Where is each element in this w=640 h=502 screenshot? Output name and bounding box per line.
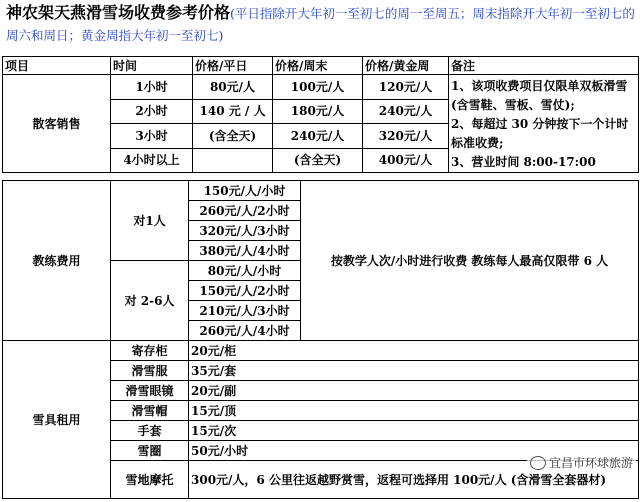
- category-coaching: 教练费用: [3, 181, 111, 341]
- header-item: 项目: [3, 57, 111, 75]
- rental-item: 滑雪服: [111, 361, 189, 381]
- coach-price: 150元/人/小时: [189, 181, 301, 201]
- notes-cell: [449, 75, 639, 173]
- weekday-price: 140 元 / 人: [193, 99, 273, 124]
- wechat-icon: [530, 456, 546, 470]
- title-note: (平日指除开大年初一至初七的周一至周五；周末指除开大年初一至初七的周六和周日；黄金周指大年初一至初七): [6, 6, 635, 43]
- table-row: [3, 181, 639, 201]
- weekend-price: 100元/人: [273, 75, 363, 100]
- golden-price: 120元/人: [363, 75, 449, 100]
- coach-price: 260元/人/2小时: [189, 201, 301, 221]
- header-time: 时间: [111, 57, 193, 75]
- watermark: [527, 453, 636, 472]
- rental-price: 50元/小时: [189, 441, 639, 461]
- golden-price: 400元/人: [363, 148, 449, 173]
- golden-price: 240元/人: [363, 99, 449, 124]
- time-cell: 4小时以上: [111, 148, 193, 173]
- coach-price: 80元/人/小时: [189, 261, 301, 281]
- rental-item: 滑雪眼镜: [111, 381, 189, 401]
- rental-item: 雪圈: [111, 441, 189, 461]
- table-row: [3, 341, 639, 361]
- note-line: 1、该项收费项目仅限单双板滑雪(含雪鞋、雪板、雪仗);: [451, 79, 628, 112]
- rental-price: 15元/顶: [189, 401, 639, 421]
- rental-item: 雪地摩托: [111, 461, 189, 499]
- rental-price: 15元/次: [189, 421, 639, 441]
- coach-price: 320元/人/3小时: [189, 221, 301, 241]
- rental-item: 滑雪帽: [111, 401, 189, 421]
- time-cell: 3小时: [111, 124, 193, 149]
- watermark-text: 宜昌市环球旅游: [548, 456, 633, 470]
- rental-item: 手套: [111, 421, 189, 441]
- time-cell: 1小时: [111, 75, 193, 100]
- group-label: 对1人: [111, 181, 189, 261]
- note-line: 2、每超过 30 分钟按下一个计时标准收费;: [451, 117, 629, 150]
- header-golden: 价格/黄金周: [363, 57, 449, 75]
- coaching-table: [2, 180, 639, 341]
- weekend-price: (含全天): [273, 148, 363, 173]
- header-weekend: 价格/周末: [273, 57, 363, 75]
- rental-table: [2, 340, 639, 499]
- note-line: 3、营业时间 8:00-17:00: [451, 155, 596, 169]
- time-cell: 2小时: [111, 99, 193, 124]
- category-rental: 雪具租用: [3, 341, 111, 499]
- coach-price: 210元/人/3小时: [189, 301, 301, 321]
- group-label: 对 2-6人: [111, 261, 189, 341]
- coaching-note: 按教学人次/小时进行收费 教练每人最高仅限带 6 人: [301, 181, 639, 341]
- header-notes: 备注: [449, 57, 639, 75]
- rental-item: 寄存柜: [111, 341, 189, 361]
- rental-price: 35元/套: [189, 361, 639, 381]
- coach-price: 150元/人/2小时: [189, 281, 301, 301]
- title-main: 神农架天燕滑雪场收费参考价格: [6, 3, 231, 22]
- weekday-price: [193, 148, 273, 173]
- pricing-table: [2, 56, 639, 173]
- category-retail: 散客销售: [3, 75, 111, 173]
- table-row: [3, 75, 639, 100]
- weekday-price: 80元/人: [193, 75, 273, 100]
- coach-price: 380元/人/4小时: [189, 241, 301, 261]
- header-weekday: 价格/平日: [193, 57, 273, 75]
- weekend-price: 180元/人: [273, 99, 363, 124]
- page-title: [6, 2, 638, 47]
- coach-price: 260元/人/4小时: [189, 321, 301, 341]
- weekend-price: 240元/人: [273, 124, 363, 149]
- golden-price: 320元/人: [363, 124, 449, 149]
- table-header-row: [3, 57, 639, 75]
- rental-price: 300元/人，6 公里往返越野赏雪，返程可选择用 100元/人 (含滑雪全套器材): [189, 461, 639, 499]
- rental-price: 20元/副: [189, 381, 639, 401]
- rental-price: 20元/柜: [189, 341, 639, 361]
- weekday-price: (含全天): [193, 124, 273, 149]
